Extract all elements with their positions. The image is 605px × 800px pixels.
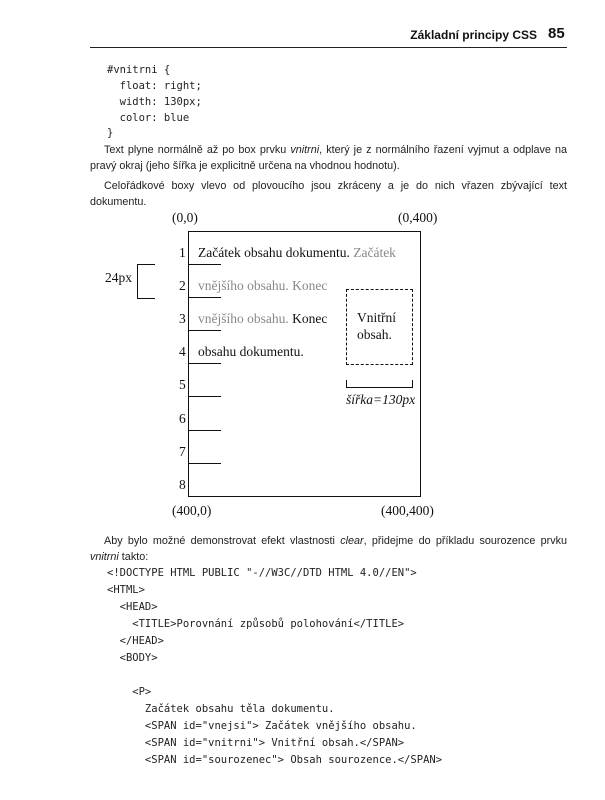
code-line: width: 130px; — [107, 96, 202, 108]
line-4-text: obsahu dokumentu. — [198, 344, 304, 359]
outer-text: Konec — [292, 311, 328, 326]
text: Text plyne normálně až po box prvku — [104, 144, 291, 156]
code-line: color: blue — [107, 112, 190, 124]
paragraph-3 — [90, 533, 567, 565]
code-line: <!DOCTYPE HTML PUBLIC "-//W3C//DTD HTML 4.0//EN"> — [107, 567, 417, 579]
width-label: šířka=130px — [346, 392, 416, 407]
code-line: float: right; — [107, 80, 202, 92]
emphasis: vnitrni — [290, 144, 320, 156]
corner-label-bottom-left: (400,0) — [172, 503, 212, 518]
line-3-text — [198, 311, 327, 327]
code-line: <SPAN id="sourozenec"> Obsah sourozence.</SPAN> — [107, 754, 443, 766]
line-box-tick — [188, 330, 221, 331]
line-box-tick — [188, 463, 221, 464]
code-line: <TITLE>Porovnání způsobů polohování</TITLE> — [107, 618, 405, 630]
line-number: 5 — [179, 377, 186, 392]
code-line: <BODY> — [107, 652, 158, 664]
line-number: 8 — [179, 477, 186, 492]
paragraph-1 — [90, 142, 567, 174]
line-2-text: vnějšího obsahu. Konec — [198, 278, 328, 293]
code-line: <SPAN id="vnejsi"> Začátek vnějšího obsahu. — [107, 720, 417, 732]
width-bracket — [346, 380, 413, 388]
paragraphs-bottom — [90, 533, 567, 569]
float-text: obsah. — [357, 327, 392, 342]
paragraphs-top — [90, 142, 567, 214]
corner-label-top-right: (0,400) — [398, 210, 438, 225]
text: Celořádkové boxy vlevo od plovoucího jsou zkráceny a je do nich vřazen zbývající text dokumentu. — [90, 180, 567, 208]
span-text: Začátek — [353, 245, 396, 260]
line-box-tick — [188, 396, 221, 397]
line-number: 6 — [179, 411, 186, 426]
line-box-tick — [188, 264, 221, 265]
code-line: } — [107, 127, 114, 139]
line-box-tick — [188, 430, 221, 431]
corner-label-bottom-right: (400,400) — [381, 503, 434, 518]
line-number: 2 — [179, 278, 186, 293]
line-number: 1 — [179, 245, 186, 260]
line-number: 4 — [179, 344, 186, 359]
corner-label-top-left: (0,0) — [172, 210, 198, 225]
float-text: Vnitřní — [357, 310, 396, 325]
text: , který je z normálního řazení vyjmut a odplave na pravý okraj (jeho šířka je explicitně určena na vhodnou hodnotu). — [90, 144, 567, 172]
span-text: vnějšího obsahu. — [198, 311, 289, 326]
line-number: 3 — [179, 311, 186, 326]
line-height-bracket — [137, 264, 155, 299]
code-line: <P> — [107, 686, 152, 698]
line-height-label: 24px — [105, 270, 132, 285]
line-1-text — [198, 245, 396, 261]
page-number: 85 — [548, 25, 565, 42]
text: Aby bylo možné demonstrovat efekt vlastnosti — [104, 535, 341, 547]
outer-text: Začátek obsahu dokumentu. — [198, 245, 350, 260]
line-number: 7 — [179, 444, 186, 459]
code-line: Začátek obsahu těla dokumentu. — [107, 703, 335, 715]
line-box-tick — [188, 363, 221, 364]
emphasis: clear — [340, 535, 364, 547]
text: takto: — [118, 551, 149, 563]
header-rule — [90, 47, 567, 48]
running-header: Základní principy CSS — [410, 28, 537, 42]
text: , přidejme do příkladu sourozence prvku — [363, 535, 568, 547]
line-box-tick — [188, 297, 221, 298]
paragraph-2 — [90, 178, 567, 210]
code-line: <HTML> — [107, 584, 145, 596]
code-line: <SPAN id="vnitrni"> Vnitřní obsah.</SPAN> — [107, 737, 405, 749]
code-line: </HEAD> — [107, 635, 164, 647]
code-line: #vnitrni { — [107, 64, 171, 76]
emphasis: vnitrni — [90, 551, 119, 563]
code-line: <HEAD> — [107, 601, 158, 613]
